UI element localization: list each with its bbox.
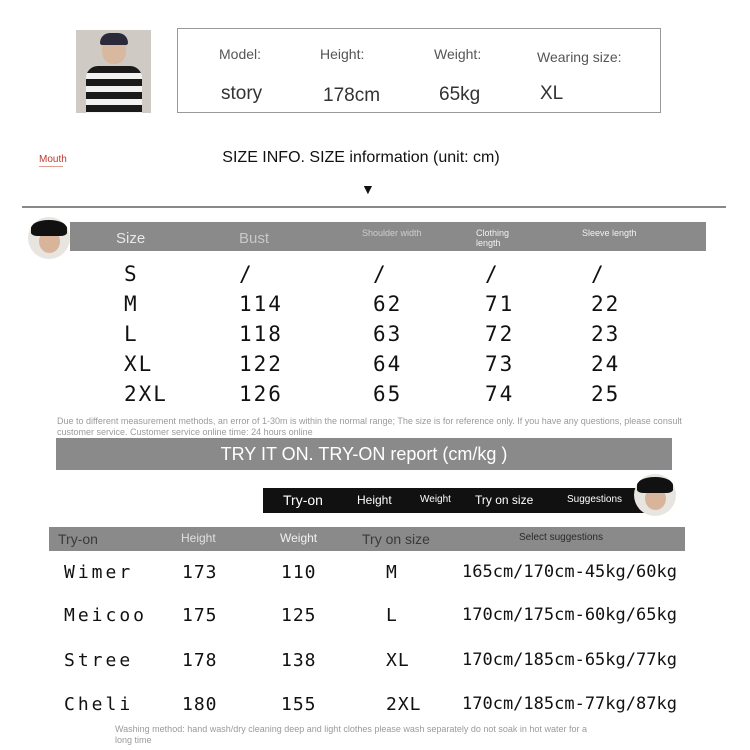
tryon-dark-header (263, 488, 663, 513)
shoulder-cell: 62 (373, 292, 403, 316)
size-cell: S (124, 262, 139, 286)
tryon-size-header: Try on size (362, 531, 430, 547)
tryon-table-header (49, 527, 685, 551)
dark-height-header: Height (357, 493, 392, 507)
clothing-length-header: Clothing length (476, 228, 510, 248)
mouth-label: Mouth (39, 154, 67, 165)
clothing-cell: 73 (485, 352, 515, 376)
tryon-name-cell: Cheli (64, 694, 134, 715)
dark-suggestions-header: Suggestions (567, 494, 623, 505)
tryon-suggest-cell: 170cm/185cm-77kg/87kg (462, 694, 677, 714)
table-row (0, 292, 750, 322)
shoulder-header: Shoulder width (362, 228, 422, 238)
sleeve-cell: 22 (591, 292, 621, 316)
tryon-weight-cell: 155 (281, 694, 317, 715)
shoulder-cell: 64 (373, 352, 403, 376)
table-row (0, 322, 750, 352)
height-value: 178cm (323, 85, 381, 106)
shoulder-cell: 63 (373, 322, 403, 346)
measurement-note: Due to different measurement methods, an error of 1-30m is within the normal range; The size is for reference only. If you have any questions, please consult customer service. Customer service online time: 24 hours online (57, 416, 682, 437)
tryon-suggest-cell: 165cm/170cm-45kg/60kg (462, 562, 677, 582)
table-row (0, 262, 750, 292)
tryon-weight-cell: 125 (281, 605, 317, 626)
avatar (28, 217, 70, 259)
clothing-cell: / (485, 262, 500, 286)
shoulder-cell: 65 (373, 382, 403, 406)
sleeve-cell: 23 (591, 322, 621, 346)
tryon-name-cell: Stree (64, 650, 134, 671)
tryon-weight-cell: 138 (281, 650, 317, 671)
tryon-report-title: TRY IT ON. TRY-ON report (cm/kg ) (56, 438, 672, 470)
wearing-size-label: Wearing size: (537, 49, 622, 65)
model-info-box (177, 28, 661, 113)
clothing-cell: 72 (485, 322, 515, 346)
tryon-name-cell: Wimer (64, 562, 134, 583)
weight-value: 65kg (439, 84, 481, 105)
clothing-cell: 71 (485, 292, 515, 316)
height-label: Height: (320, 46, 365, 62)
wearing-size-value: XL (540, 83, 564, 104)
table-row (0, 562, 750, 592)
down-arrow-icon: ▼ (361, 181, 375, 197)
bust-cell: 114 (239, 292, 283, 316)
tryon-height-cell: 178 (182, 650, 218, 671)
tryon-weight-header: Weight (280, 531, 318, 545)
dark-tryon-header: Try-on (283, 492, 323, 508)
size-cell: L (124, 322, 139, 346)
weight-label: Weight: (434, 46, 482, 62)
size-info-title: SIZE INFO. SIZE information (unit: cm) (222, 149, 500, 166)
tryon-weight-cell: 110 (281, 562, 317, 583)
size-cell: XL (124, 352, 154, 376)
model-photo (76, 30, 151, 113)
size-header: Size (116, 230, 146, 247)
shoulder-cell: / (373, 262, 388, 286)
sleeve-cell: / (591, 262, 606, 286)
model-label: Model: (219, 46, 262, 62)
avatar (634, 474, 676, 516)
washing-note: Washing method: hand wash/dry cleaning deep and light clothes please wash separately do not soak in hot water for a long time (115, 724, 587, 745)
tryon-table-body (0, 562, 750, 722)
tryon-size-cell: M (386, 562, 398, 583)
size-table-header (70, 222, 706, 251)
sleeve-length-header: Sleeve length (582, 228, 637, 238)
size-cell: 2XL (124, 382, 168, 406)
tryon-size-cell: XL (386, 650, 410, 671)
sleeve-cell: 25 (591, 382, 621, 406)
tryon-suggest-cell: 170cm/175cm-60kg/65kg (462, 605, 677, 625)
bust-cell: 118 (239, 322, 283, 346)
table-row (0, 605, 750, 635)
tryon-height-cell: 180 (182, 694, 218, 715)
model-value: story (221, 83, 263, 104)
sleeve-cell: 24 (591, 352, 621, 376)
bust-cell: 122 (239, 352, 283, 376)
tryon-header: Try-on (58, 531, 98, 547)
bust-cell: / (239, 262, 254, 286)
tryon-size-cell: 2XL (386, 694, 422, 715)
clothing-cell: 74 (485, 382, 515, 406)
tryon-height-header: Height (181, 531, 216, 545)
size-cell: M (124, 292, 139, 316)
section-divider (22, 206, 726, 208)
dark-size-header: Try on size (475, 493, 534, 507)
bust-cell: 126 (239, 382, 283, 406)
tryon-name-cell: Meicoo (64, 605, 148, 626)
tryon-size-cell: L (386, 605, 398, 626)
select-suggestions-header: Select suggestions (519, 532, 603, 543)
table-row (0, 352, 750, 382)
table-row (0, 650, 750, 680)
tryon-suggest-cell: 170cm/185cm-65kg/77kg (462, 650, 677, 670)
bust-header: Bust (239, 230, 270, 247)
dark-weight-header: Weight (420, 494, 451, 505)
tryon-height-cell: 175 (182, 605, 218, 626)
tryon-height-cell: 173 (182, 562, 218, 583)
table-row (0, 694, 750, 724)
table-row (0, 382, 750, 412)
